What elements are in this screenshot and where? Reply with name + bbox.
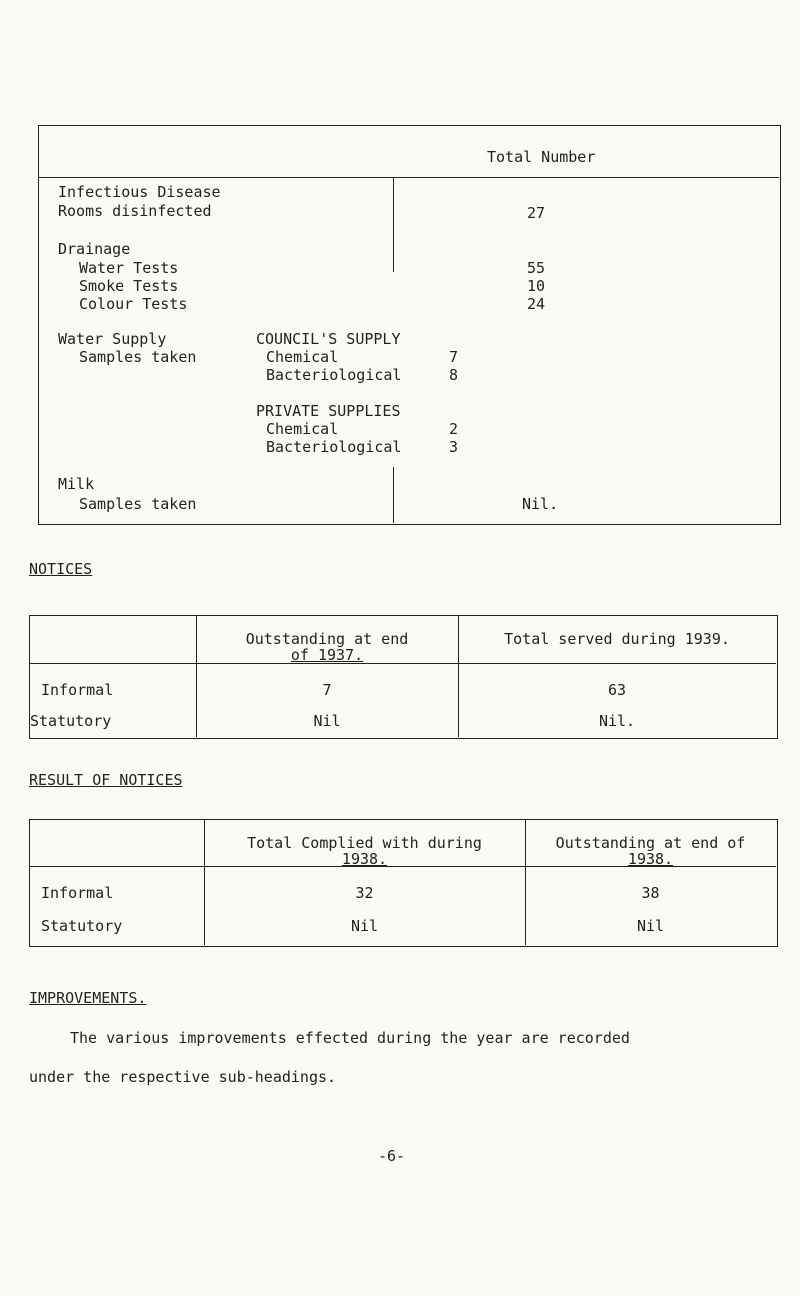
private-chemical-label: Chemical [266,420,339,438]
result-of-notices-heading: RESULT OF NOTICES [29,771,183,789]
council-bacteriological-value: 8 [449,366,459,384]
improvements-heading: IMPROVEMENTS. [29,989,147,1007]
colour-tests-label: Colour Tests [79,295,188,313]
rooms-disinfected-label: Rooms disinfected [58,202,212,220]
private-bacteriological-value: 3 [449,438,459,456]
column-divider-upper [393,177,394,272]
council-chemical-value: 7 [449,348,459,366]
rooms-disinfected-value: 27 [527,204,546,222]
smoke-tests-label: Smoke Tests [79,277,179,295]
informal-outstanding: 38 [641,884,660,902]
statutory-label: Statutory [41,917,123,935]
informal-outstanding: 7 [322,681,332,699]
total-served-header: Total served during 1939. [504,630,730,648]
complied-header-line1: Total Complied with during [247,834,482,852]
infectious-disease-title: Infectious Disease [58,183,221,201]
outstanding-header-line2: of 1937. [290,646,364,664]
statutory-outstanding: Nil [636,917,665,935]
improvements-text-line2: under the respective sub-headings. [29,1068,337,1086]
informal-served: 63 [607,681,627,699]
header-divider [38,177,779,178]
total-number-header: Total Number [487,148,596,166]
council-bacteriological-label: Bacteriological [266,366,402,384]
informal-label: Informal [41,681,114,699]
water-tests-label: Water Tests [79,259,179,277]
notices-heading: NOTICES [29,560,93,578]
column-divider-lower [393,467,394,523]
improvements-text-line1: The various improvements effected during the year are recorded [70,1029,630,1047]
council-chemical-label: Chemical [266,348,339,366]
informal-label: Informal [41,884,114,902]
outstanding-end-header-line2: 1938. [627,850,674,868]
statutory-served: Nil. [598,712,636,730]
milk-samples-label: Samples taken [79,495,197,513]
page-number: -6- [378,1147,406,1165]
statutory-label: Statutory [30,712,112,730]
private-chemical-value: 2 [449,420,459,438]
complied-header-line2: 1938. [341,850,388,868]
private-supplies-title: PRIVATE SUPPLIES [256,402,401,420]
water-supply-samples-label: Samples taken [79,348,197,366]
outstanding-header-line1: Outstanding at end [245,630,409,648]
milk-samples-value: Nil. [522,495,559,513]
water-tests-value: 55 [527,259,546,277]
private-bacteriological-label: Bacteriological [266,438,402,456]
milk-title: Milk [58,475,95,493]
statutory-outstanding: Nil [313,712,341,730]
drainage-title: Drainage [58,240,131,258]
water-supply-title: Water Supply [58,330,167,348]
council-supply-title: COUNCIL'S SUPPLY [256,330,401,348]
statutory-complied: Nil [350,917,379,935]
outstanding-end-header-line1: Outstanding at end of [555,834,746,852]
colour-tests-value: 24 [527,295,546,313]
smoke-tests-value: 10 [527,277,546,295]
informal-complied: 32 [355,884,374,902]
